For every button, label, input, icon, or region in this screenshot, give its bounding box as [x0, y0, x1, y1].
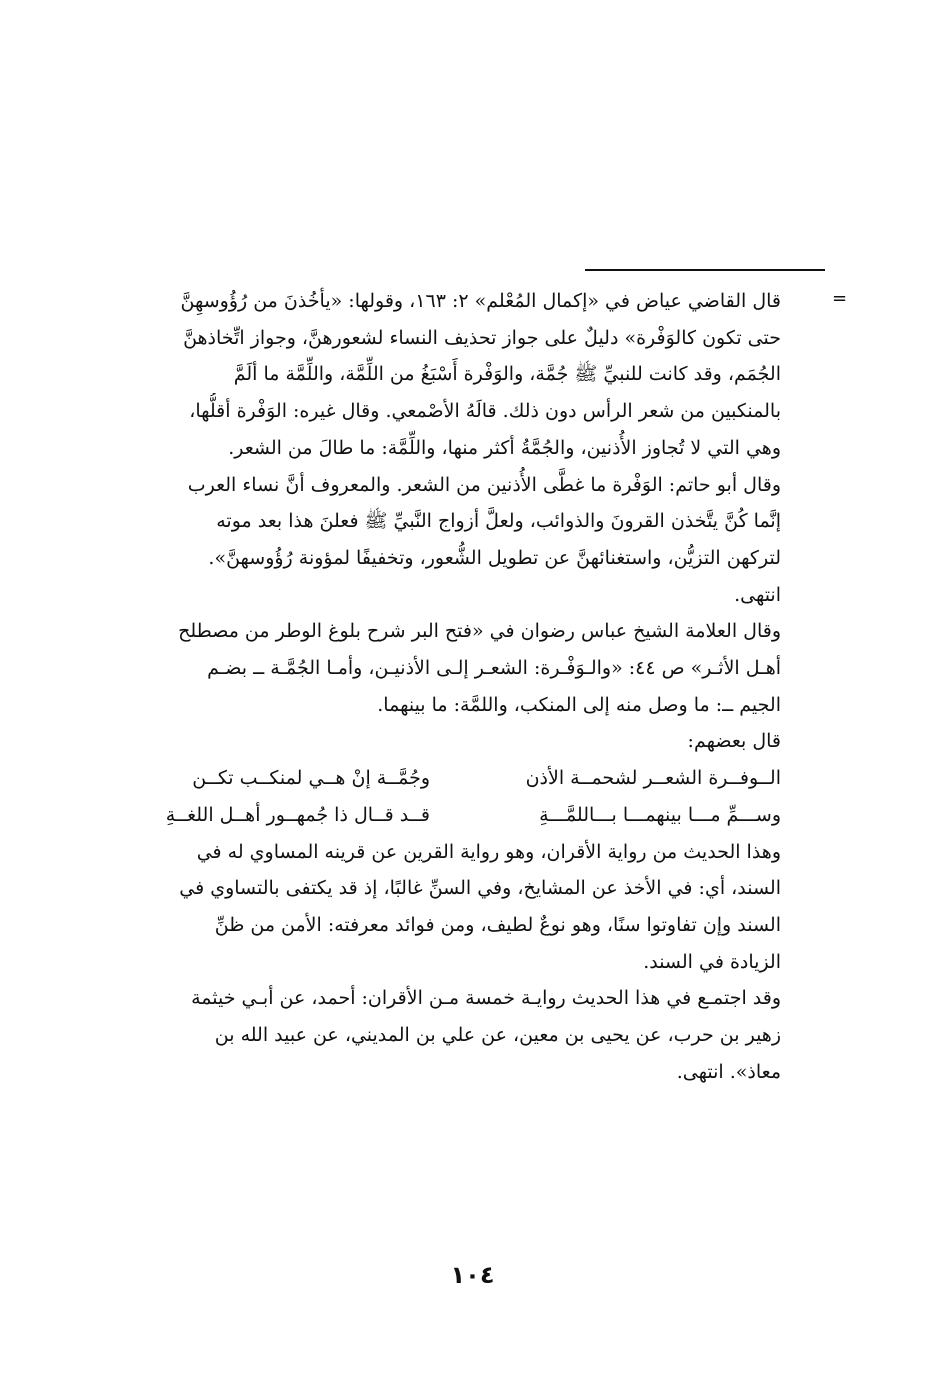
verse-2-first-hemistich: وســـمِّ مـــا بينهمـــا بـــاللمَّـــةِ [539, 803, 781, 826]
footnote-line-6: وقال أبو حاتم: الوَفْرة ما غطَّى الأُذنين من الشعر. والمعروف أنَّ نساء العرب [187, 473, 781, 496]
footnote-line-19: زهير بن حرب، عن يحيى بن معين، عن علي بن المديني، عن عبيد الله بن [214, 1024, 781, 1047]
footnote-line-14: وهذا الحديث من رواية الأقران، وهو رواية القرين عن قرينه المساوي له في [196, 840, 781, 863]
verse-2-second-hemistich: قــد قــال ذا جُمهــور أهــل اللغــةِ [165, 803, 430, 826]
footnote-line-8: لتركهن التزيُّن، واستغنائهنَّ عن تطويل الشُّعور، وتخفيفًا لمؤونة رُؤُوسهنَّ». [208, 546, 781, 569]
footnote-continuation-mark: = [832, 288, 848, 309]
page-number: ١٠٤ [450, 1261, 495, 1289]
footnote-line-20: معاذ». انتهى. [676, 1060, 781, 1083]
footnote-line-16: السند وإن تفاوتوا سنًا، وهو نوعٌ لطيف، ومن فوائد معرفته: الأمن من ظنِّ [214, 913, 781, 936]
verse-1-second-hemistich: وجُمَّــة إنْ هــي لمنكــب تكــن [192, 767, 430, 790]
footnote-line-9: انتهى. [734, 583, 781, 606]
footnote-line-2: حتى تكون كالوَفْرة» دليلٌ على جواز تحذيف النساء لشعورهنَّ، وجواز اتِّخاذهنَّ [183, 326, 781, 349]
verse-1-first-hemistich: الــوفــرة الشعــر لشحمــة الأذن [525, 767, 781, 790]
footnote-line-10: وقال العلامة الشيخ عباس رضوان في «فتح البر شرح بلوغ الوطر من مصطلح [178, 620, 781, 643]
footnote-line-5: وهي التي لا تُجاوز الأُذنين، والجُمَّةُ أكثر منها، واللِّمَّة: ما طالَ من الشعر. [228, 436, 781, 459]
footnote-line-3: الجُمَم، وقد كانت للنبيِّ ﷺ جُمَّة، والوَفْرة أَسْبَغُ من اللِّمَّة، واللِّمَّة ما ألَمَّ [233, 363, 781, 386]
footnote-line-1: قال القاضي عياض في «إكمال المُعْلم» ٢: ١٦٣، وقولها: «يأخُذنَ من رُؤُوسهِنَّ [180, 290, 781, 312]
footnote-line-15: السند، أي: في الأخذ عن المشايخ، وفي السنِّ غالبًا، إذ قد يكتفى بالتساوي في [179, 877, 781, 900]
footnote-line-17: الزيادة في السند. [643, 950, 781, 973]
poem-verse-1 [100, 760, 781, 797]
poem-verse-2 [100, 797, 781, 834]
footnote-text [100, 283, 781, 1090]
footnote-line-4: بالمنكبين من شعر الرأس دون ذلك. قالَهُ الأصْمعي. وقال غيره: الوَفْرة أقلُّها، [189, 400, 781, 423]
footnote-line-18: وقد اجتمـع في هذا الحديث روايـة خمسة مـن الأقران: أحمد، عن أبـي خيثمة [191, 987, 781, 1010]
footnote-line-13: قال بعضهم: [687, 730, 781, 753]
footnote-line-12: الجيم ــ: ما وصل منه إلى المنكب، واللمَّة: ما بينهما. [377, 693, 781, 716]
footnote-separator-rule [585, 269, 825, 271]
footnote-line-7: إنَّما كُنَّ يتَّخذن القرونَ والذوائب، ولعلَّ أزواج النَّبيِّ ﷺ فعلنَ هذا بعد موته [216, 510, 781, 533]
footnote-line-11: أهـل الأثـر» ص ٤٤: «والـوَفْـرة: الشعـر إلـى الأذنيـن، وأمـا الجُمَّـة ــ بضـم [207, 657, 781, 680]
